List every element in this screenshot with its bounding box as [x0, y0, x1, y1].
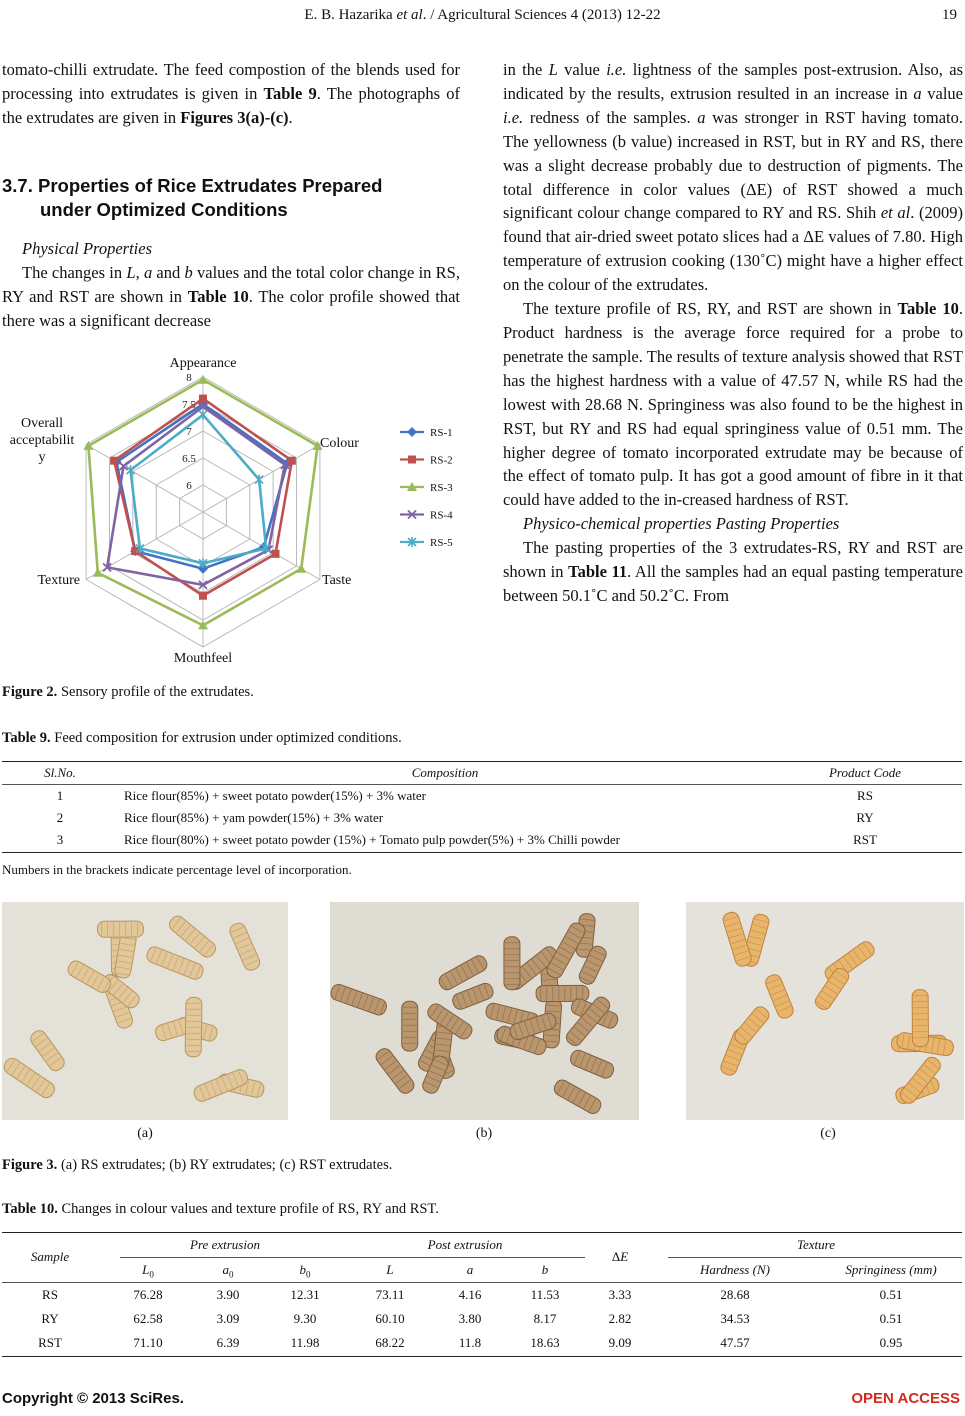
table10-cell: 0.95 — [879, 1335, 903, 1350]
header-springiness: Springiness (mm) — [845, 1262, 937, 1277]
table10-cell: 18.63 — [530, 1335, 560, 1350]
table10-cell: 34.53 — [720, 1311, 750, 1326]
table9-cell-slno: 2 — [56, 810, 64, 825]
table10-header-texture: Texture — [796, 1237, 836, 1252]
section-heading: 3.7. Properties of Rice Extrudates Prepared under Optimized Conditions — [2, 175, 383, 220]
radar-axis-label: Appearance — [169, 356, 237, 371]
extrudate-piece — [504, 937, 520, 990]
paragraph: tomato-chilli extrudate. The feed compostion of the blends used for processing into extrudates is given in Table 9. The photographs of the extrudates are given in Figures 3(a)-(c). — [2, 60, 460, 127]
table10-cell: 47.57 — [720, 1335, 750, 1350]
table10-texture-rule — [668, 1257, 962, 1258]
data-point — [271, 550, 279, 558]
legend-marker — [407, 427, 417, 437]
table10-header-sample: Sample — [30, 1249, 70, 1264]
page-number: 19 — [942, 7, 957, 23]
extrudate-piece — [97, 921, 143, 937]
table10-cell: RY — [41, 1311, 59, 1326]
table10-cell: 0.51 — [879, 1311, 903, 1326]
table10-cell: 60.10 — [375, 1311, 405, 1326]
table10-cell: 3.80 — [458, 1311, 482, 1326]
table10-header-post: Post extrusion — [427, 1237, 503, 1252]
table10-cell: 6.39 — [216, 1335, 240, 1350]
data-point — [288, 457, 296, 465]
data-point — [296, 564, 306, 573]
table9-header-code: Product Code — [828, 765, 902, 780]
header-a: a — [466, 1262, 474, 1277]
table9-cell-composition: Rice flour(85%) + sweet potato powder(15%) + 3% water — [124, 788, 427, 803]
header-l0: $L_0$ — [142, 1262, 154, 1280]
table10-cell: 12.31 — [290, 1287, 320, 1302]
radar-axis-label: Overall — [21, 416, 63, 431]
panel-label-a: (a) — [137, 1126, 153, 1141]
radar-tick-label: 6.5 — [182, 453, 196, 465]
running-head: E. B. Hazarika et al. / Agricultural Sciences 4 (2013) 12-22 — [304, 7, 661, 23]
legend-label: RS-4 — [430, 509, 453, 522]
radar-tick-label: 7 — [186, 426, 192, 438]
table10-cell: 2.82 — [608, 1311, 632, 1326]
table10-top-rule — [2, 1232, 962, 1233]
table10-cell: 11.8 — [458, 1335, 482, 1350]
table10-cell: 4.16 — [458, 1287, 482, 1302]
paragraph: The changes in L, a and b values and the total color change in RS, RY and RST are shown in Table 10. The color profile showed that there was a significant decrease — [2, 262, 461, 330]
table9-cell-code: RST — [853, 832, 877, 847]
panel-label-b: (b) — [475, 1126, 493, 1141]
table10-cell: 11.98 — [290, 1335, 320, 1350]
table9-cell-slno: 1 — [56, 788, 64, 803]
table10-cell: 3.09 — [216, 1311, 240, 1326]
table9-note: Numbers in the brackets indicate percentage level of incorporation. — [2, 862, 352, 877]
page-footer — [0, 1390, 965, 1416]
radar-axis-label: Texture — [37, 573, 80, 588]
copyright-notice: Copyright © 2013 SciRes. — [2, 1390, 184, 1407]
table9-cell-composition: Rice flour(80%) + sweet potato powder (15%) + Tomato pulp powder(5%) + 3% Chilli powder — [124, 832, 620, 847]
table10-bottom-rule — [2, 1356, 962, 1357]
legend-label: RS-3 — [430, 482, 453, 494]
radar-axis-label: acceptabilit — [9, 433, 75, 448]
left-column-body — [2, 237, 460, 333]
data-point — [93, 568, 103, 577]
table10-cell: 9.09 — [608, 1335, 632, 1350]
table9-caption: Table 9. Feed composition for extrusion under optimized conditions. — [2, 730, 402, 746]
table9-cell-slno: 3 — [56, 832, 64, 847]
table10-cell: 73.11 — [375, 1287, 405, 1302]
table10-cell: 71.10 — [133, 1335, 163, 1350]
radar-axis-label: y — [38, 450, 46, 465]
table9-bottom-rule — [2, 852, 962, 853]
table10-cell: 28.68 — [720, 1287, 750, 1302]
radar-tick-label: 7.5 — [182, 399, 196, 411]
paragraph: The texture profile of RS, RY, and RST are shown in Table 10. Product hardness is the average force required for a probe to penetrate the sample. The results of texture analysis showed that RST has the highest hardness with a value of 47.57 N, while RS had the lowest with 28.68 N. Springiness was also found to be the highest in RST, but RY and RS had equal springiness value of 0.51 mm. The higher degree of tomato incorporated extrudate may be because of the effect of tomato pulp. It has got a good amount of fibre in it that could have added to the in-creased hardness of RST. — [503, 299, 964, 510]
table9-header-composition: Composition — [411, 765, 479, 780]
table10-header-delta-e: ΔE — [611, 1249, 629, 1264]
table9-header-rule — [2, 784, 962, 785]
table10-header-rule — [2, 1282, 962, 1283]
table9-cell-composition: Rice flour(85%) + yam powder(15%) + 3% water — [124, 810, 384, 825]
radar-spoke — [86, 512, 203, 580]
legend-label: RS-1 — [430, 427, 453, 439]
radar-tick-label: 8 — [186, 372, 192, 384]
paragraph: in the L value i.e. lightness of the samples post-extrusion. Also, as indicated by the results, extrusion resulted in an increase in a value i.e. redness of the samples. a was stronger in RST having tomato. The yellowness (b value) increased in RST, but in RY and RS, there was a slight decrease probably due to destruction of pigments. The total difference in color values (ΔE) of RST showed a much significant colour change compared to RY and RS. Shih et al. (2009) found that air-dried sweet potato slices had a ΔE values of 7.80. High temperature of extrusion cooking (130˚C) might have a higher effect on the colour of the extrudates. — [503, 60, 963, 295]
table10-cell: 0.51 — [879, 1287, 903, 1302]
data-point — [127, 465, 135, 475]
table10-cell: 3.33 — [608, 1287, 632, 1302]
table10-cell: 3.90 — [216, 1287, 240, 1302]
photo-ry-extrudates — [330, 902, 639, 1120]
radar-axis-label: Mouthfeel — [173, 651, 233, 666]
photo-rs-extrudates — [2, 902, 288, 1120]
header-a0: $a_0$ — [222, 1262, 234, 1280]
legend-label: RS-5 — [430, 537, 453, 549]
data-point — [199, 410, 207, 420]
running-header — [0, 4, 965, 26]
data-point — [255, 475, 263, 485]
table9-cell-code: RS — [857, 788, 873, 803]
table10-cell: 76.28 — [133, 1287, 163, 1302]
header-l: L — [386, 1262, 394, 1277]
radar-axis-label: Colour — [320, 436, 359, 451]
subheading-physical: Physical Properties — [22, 239, 152, 258]
extrudate-piece — [912, 990, 928, 1047]
table9-header-slno: Sl.No. — [44, 765, 76, 780]
header-hardness: Hardness (N) — [700, 1262, 770, 1277]
header-b0: $b_0$ — [299, 1262, 311, 1280]
legend-marker — [408, 456, 416, 464]
extrudate-piece — [402, 1001, 418, 1051]
table10-cell: 9.30 — [293, 1311, 317, 1326]
header-b: b — [541, 1262, 549, 1277]
radar-axis-label: Taste — [322, 573, 352, 588]
figure2-caption: Figure 2. Sensory profile of the extrudates. — [2, 684, 254, 700]
radar-tick-label: 6 — [186, 480, 192, 492]
data-point — [83, 441, 93, 450]
table10-cell: 68.22 — [375, 1335, 405, 1350]
photo-rst-extrudates — [686, 902, 964, 1120]
panel-label-c: (c) — [820, 1126, 836, 1141]
radar-chart — [0, 350, 490, 670]
open-access-label: OPEN ACCESS — [851, 1390, 960, 1407]
right-column-body — [503, 58, 963, 608]
table10-caption: Table 10. Changes in colour values and texture profile of RS, RY and RST. — [2, 1201, 439, 1217]
left-column-para1 — [2, 58, 460, 130]
series-line-RS-1 — [116, 404, 287, 569]
paragraph: The pasting properties of the 3 extrudates-RS, RY and RST are shown in Table 11. All the samples had an equal pasting temperature between 50.1˚C and 50.2˚C. From — [503, 538, 964, 605]
table10-cell: 62.58 — [133, 1311, 163, 1326]
table10-cell: RST — [38, 1335, 62, 1350]
table10-group-rule — [120, 1257, 585, 1258]
table10-cell: 8.17 — [533, 1311, 557, 1326]
data-point — [199, 395, 207, 403]
table10-header-pre: Pre extrusion — [190, 1237, 260, 1252]
data-point — [110, 457, 118, 465]
legend-label: RS-2 — [430, 454, 453, 467]
table10-cell: 11.53 — [530, 1287, 560, 1302]
data-point — [199, 592, 207, 600]
table9-cell-code: RY — [856, 810, 874, 825]
figure3-caption: Figure 3. (a) RS extrudates; (b) RY extrudates; (c) RST extrudates. — [2, 1157, 393, 1173]
table10-cell: RS — [42, 1287, 58, 1302]
subheading-pasting: Physico-chemical properties Pasting Properties — [523, 514, 840, 534]
extrudate-piece — [185, 997, 202, 1057]
table9-top-rule — [2, 761, 962, 762]
